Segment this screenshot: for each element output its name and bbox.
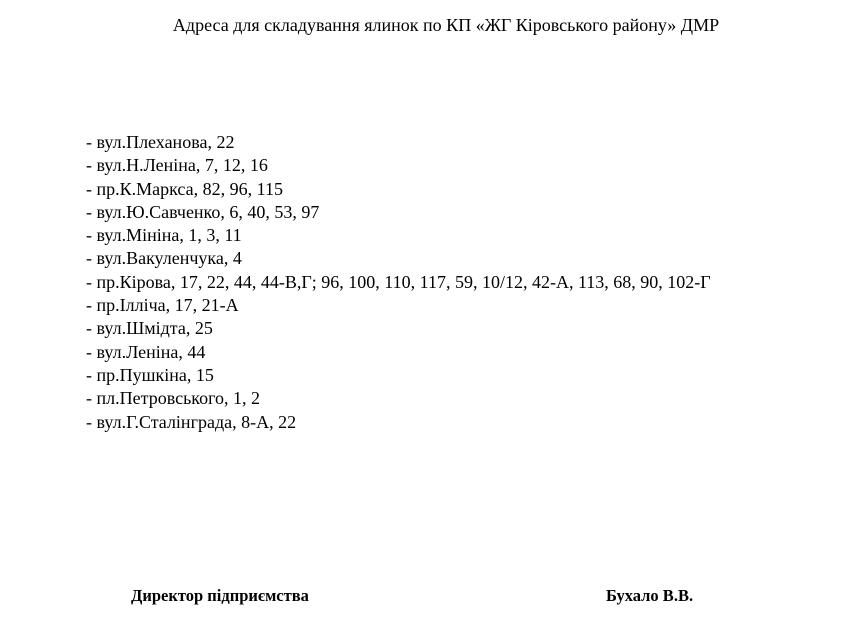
document-title: Адреса для складування ялинок по КП «ЖГ Кіровського району» ДМР	[172, 15, 720, 35]
signatory-position: Директор підприємства	[131, 586, 309, 605]
list-item: - вул.Леніна, 44	[86, 341, 711, 364]
list-item: - пр.К.Маркса, 82, 96, 115	[86, 178, 711, 201]
list-item: - вул.Г.Сталінграда, 8-А, 22	[86, 411, 711, 434]
list-item: - вул.Шмідта, 25	[86, 317, 711, 340]
address-list	[86, 131, 711, 434]
list-item: - вул.Н.Леніна, 7, 12, 16	[86, 154, 711, 177]
list-item: - вул.Ю.Савченко, 6, 40, 53, 97	[86, 201, 711, 224]
list-item: - пр.Ілліча, 17, 21-А	[86, 294, 711, 317]
list-item: - вул.Вакуленчука, 4	[86, 247, 711, 270]
list-item: - пл.Петровського, 1, 2	[86, 387, 711, 410]
list-item: - вул.Плеханова, 22	[86, 131, 711, 154]
list-item: - пр.Кірова, 17, 22, 44, 44-В,Г; 96, 100, 110, 117, 59, 10/12, 42-А, 113, 68, 90, 102-Г	[86, 271, 711, 294]
list-item: - пр.Пушкіна, 15	[86, 364, 711, 387]
signatory-name: Бухало В.В.	[606, 586, 694, 605]
list-item: - вул.Мініна, 1, 3, 11	[86, 224, 711, 247]
